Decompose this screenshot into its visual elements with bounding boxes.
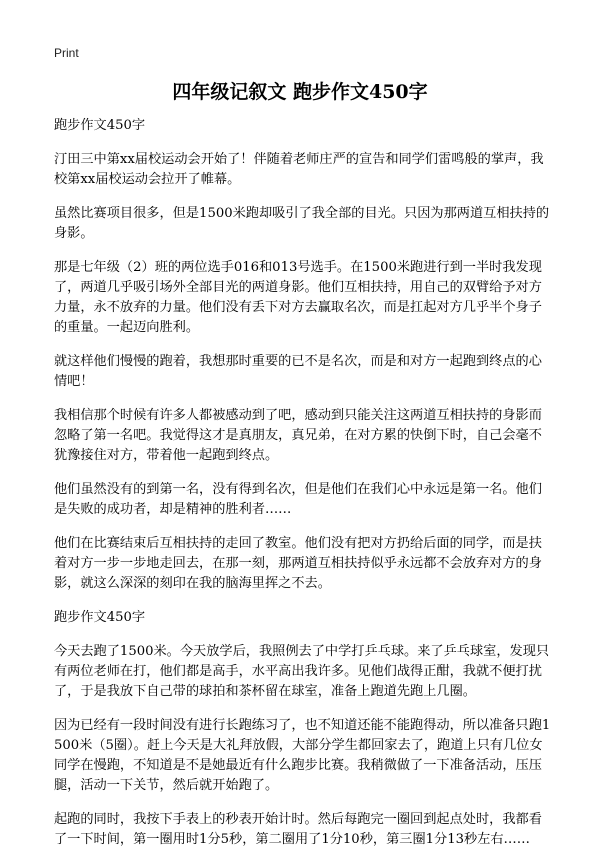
section-heading: 跑步作文450字 xyxy=(54,118,146,133)
paragraph: 今天去跑了1500米。今天放学后，我照例去了中学打乒乓球。来了乒乓球室，发现只有两位老师在打，他们都是高手，水平高出我许多。见他们战得正酣，我就不便打扰了，于是我放下自己带的球拍和茶杯留在球室，准备上跑道先跑上几圈。 xyxy=(54,644,550,699)
article-body xyxy=(54,116,554,864)
paragraph: 他们虽然没有的到第一名，没有得到名次，但是他们在我们心中永远是第一名。他们是失败的成功者，却是精神的胜利者…… xyxy=(54,482,542,517)
section-heading: 跑步作文450字 xyxy=(54,610,146,625)
paragraph: 就这样他们慢慢的跑着，我想那时重要的已不是名次，而是和对方一起跑到终点的心情吧！ xyxy=(54,354,542,389)
page-title: 四年级记叙文 跑步作文450字 xyxy=(172,81,428,103)
paragraph: 我相信那个时候有许多人都被感动到了吧，感动到只能关注这两道互相扶持的身影而忽略了第一名吧。我觉得这才是真朋友，真兄弟，在对方累的快倒下时，自己会毫不犹豫接住对方，带着他一起跑到终点。 xyxy=(54,408,542,463)
print-link[interactable]: Print xyxy=(54,46,79,60)
paragraph: 汀田三中第xx届校运动会开始了！伴随着老师庄严的宣告和同学们雷鸣般的掌声，我校第xx届校运动会拉开了帷幕。 xyxy=(54,152,544,187)
paragraph: 起跑的同时，我按下手表上的秒表开始计时。然后每跑完一圈回到起点处时，我都看了一下时间，第一圈用时1分5秒，第二圈用了1分10秒，第三圈1分13秒左右…… xyxy=(54,812,542,847)
paragraph: 虽然比赛项目很多，但是1500米跑却吸引了我全部的目光。只因为那两道互相扶持的身影。 xyxy=(54,206,550,241)
paragraph: 他们在比赛结束后互相扶持的走回了教室。他们没有把对方扔给后面的同学，而是扶着对方一步一步地走回去，在那一刻，那两道互相扶持似乎永远都不会放弃对方的身影，就这么深深的刻印在我的脑海里挥之不去。 xyxy=(54,536,542,591)
paragraph: 因为已经有一段时间没有进行长跑练习了，也不知道还能不能跑得动，所以准备只跑1500米（5圈）。赶上今天是大礼拜放假，大部分学生都回家去了，跑道上只有几位女同学在慢跑，不知道是不是她最近有什么跑步比赛。我稍微做了一下准备活动，压压腿，活动一下关节，然后就开始跑了。 xyxy=(54,718,551,793)
paragraph: 那是七年级（2）班的两位选手016和013号选手。在1500米跑进行到一半时我发现了，两道几乎吸引场外全部目光的两道身影。他们互相扶持，用自己的双臂给予对方力量，永不放弃的力量。他们没有丢下对方去赢取名次，而是扛起对方几乎半个身子的重量。一起迈向胜利。 xyxy=(54,260,542,335)
